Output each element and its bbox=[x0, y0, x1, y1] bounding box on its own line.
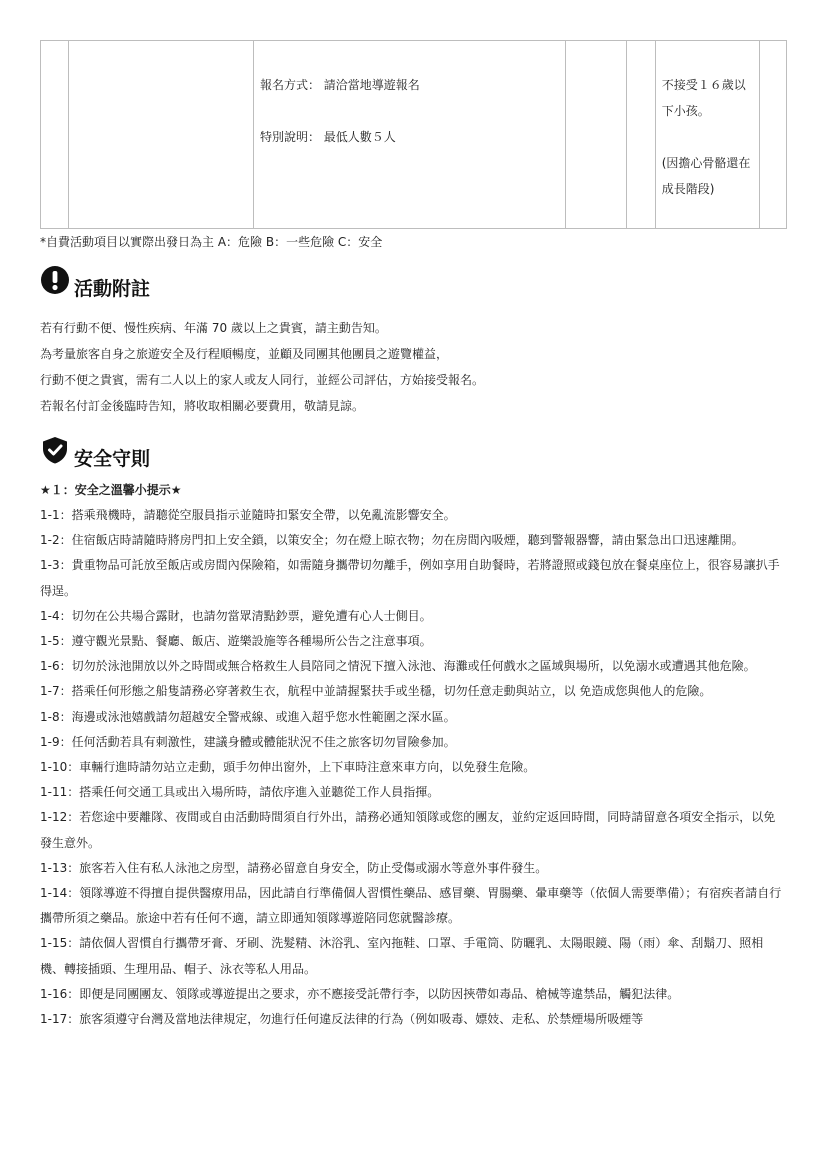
safety-rule: 1-7：搭乘任何形態之船隻請務必穿著救生衣，航程中並請握緊扶手或坐穩，切勿任意走動與站立，以 免造成您與他人的危險。 bbox=[40, 684, 712, 699]
safety-title: 安全守則 bbox=[74, 447, 151, 470]
safety-rule: 1-1：搭乘飛機時，請聽從空服員指示並隨時扣緊安全帶，以免亂流影響安全。 bbox=[40, 508, 456, 522]
remark-line: 行動不便之貴賓，需有二人以上的家人或友人同行，並經公司評估，方始接受報名。 bbox=[40, 373, 485, 387]
table-cell bbox=[565, 41, 627, 229]
restriction-cell bbox=[655, 41, 759, 229]
safety-rule: 1-10：車輛行進時請勿站立走動，頭手勿伸出窗外，上下車時注意來車方向，以免發生危險。 bbox=[40, 760, 536, 775]
safety-rule: 1-11：搭乘任何交通工具或出入場所時，請依序進入並聽從工作人員指揮。 bbox=[40, 785, 440, 800]
remarks-title: 活動附註 bbox=[74, 277, 151, 300]
age-restriction-text: 不接受１６歲以下小孩。 bbox=[661, 78, 746, 118]
safety-body bbox=[40, 477, 787, 1032]
safety-rule: 1-3：貴重物品可託放至飯店或房間內保險箱，如需隨身攜帶切勿離手，例如享用自助餐時，若將證照或錢包放在餐桌座位上，很容易讓扒手得逞。 bbox=[40, 558, 780, 598]
restriction-reason-text: (因擔心骨骼還在成長階段) bbox=[661, 156, 751, 196]
special-note-text: 特別說明： 最低人數５人 bbox=[259, 130, 396, 144]
remark-line: 若報名付訂金後臨時告知，將收取相關必要費用，敬請見諒。 bbox=[40, 399, 365, 413]
safety-rule: 1-14：領隊導遊不得擅自提供醫療用品，因此請自行準備個人習慣性藥品、感冒藥、胃腸藥、暈車藥等（依個人需要準備）；有宿疾者請自行攜帶所須之藥品。旅途中若有任何不適，請立即通知領隊導遊陪同您就醫診療。 bbox=[40, 886, 782, 926]
safety-heading bbox=[40, 433, 787, 477]
safety-rule: 1-16：即便是同團團友、領隊或導遊提出之要求，亦不應接受託帶行李，以防因挾帶如毒品、槍械等違禁品，觸犯法律。 bbox=[40, 986, 680, 1001]
table-cell bbox=[69, 41, 254, 229]
table-cell bbox=[41, 41, 69, 229]
safety-rule: 1-9：任何活動若具有刺激性，建議身體或體能狀況不佳之旅客切勿冒險參加。 bbox=[40, 734, 456, 749]
document-page bbox=[40, 40, 787, 1032]
safety-subheading: ★１：安全之溫馨小提示★ bbox=[40, 483, 182, 497]
activity-description-cell bbox=[253, 41, 565, 229]
shield-check-icon bbox=[40, 435, 70, 465]
fee-note: *自費活動項目以實際出發日為主 A：危險 B：一些危險 C：安全 bbox=[40, 235, 383, 249]
safety-rule: 1-4：切勿在公共場合露財，也請勿當眾清點鈔票，避免遭有心人士側目。 bbox=[40, 608, 432, 623]
remarks-body bbox=[40, 315, 787, 419]
activity-table bbox=[40, 40, 787, 229]
remarks-heading bbox=[40, 263, 787, 307]
table-row bbox=[41, 41, 787, 229]
exclamation-circle-icon bbox=[40, 265, 70, 295]
safety-rule: 1-6：切勿於泳池開放以外之時間或無合格救生人員陪同之情況下擅入泳池、海灘或任何戲水之區域與場所，以免溺水或遭遇其他危險。 bbox=[40, 659, 756, 674]
remark-line: 為考量旅客自身之旅遊安全及行程順暢度，並顧及同團其他團員之遊覽權益， bbox=[40, 347, 449, 361]
table-cell bbox=[759, 41, 786, 229]
safety-rule: 1-8：海邊或泳池嬉戲請勿超越安全警戒線、或進入超乎您水性範圍之深水區。 bbox=[40, 709, 456, 724]
safety-rule: 1-12：若您途中要離隊、夜間或自由活動時間須自行外出，請務必通知領隊或您的團友，並約定返回時間，同時請留意各項安全指示，以免發生意外。 bbox=[40, 810, 776, 850]
safety-rule: 1-17：旅客須遵守台灣及當地法律規定，勿進行任何違反法律的行為（例如吸毒、嫖妓、走私、於禁煙場所吸煙等 bbox=[40, 1012, 644, 1027]
safety-rule: 1-15：請依個人習慣自行攜帶牙膏、牙刷、洗髮精、沐浴乳、室內拖鞋、口罩、手電筒、防曬乳、太陽眼鏡、陽（雨）傘、刮鬍刀、照相機、轉接插頭、生理用品、帽子、泳衣等私人用品。 bbox=[40, 936, 764, 976]
table-cell bbox=[627, 41, 655, 229]
safety-rule: 1-13：旅客若入住有私人泳池之房型，請務必留意自身安全，防止受傷或溺水等意外事件發生。 bbox=[40, 860, 548, 875]
safety-rule: 1-5：遵守觀光景點、餐廳、飯店、遊樂設施等各種場所公告之注意事項。 bbox=[40, 634, 432, 649]
remark-line: 若有行動不便、慢性疾病、年滿 70 歲以上之貴賓，請主動告知。 bbox=[40, 321, 387, 335]
signup-method-text: 報名方式： 請洽當地導遊報名 bbox=[259, 78, 420, 92]
safety-rule: 1-2：住宿飯店時請隨時將房門扣上安全鎖，以策安全；勿在燈上晾衣物；勿在房間內吸煙，聽到警報器響，請由緊急出口迅速離開。 bbox=[40, 533, 744, 548]
